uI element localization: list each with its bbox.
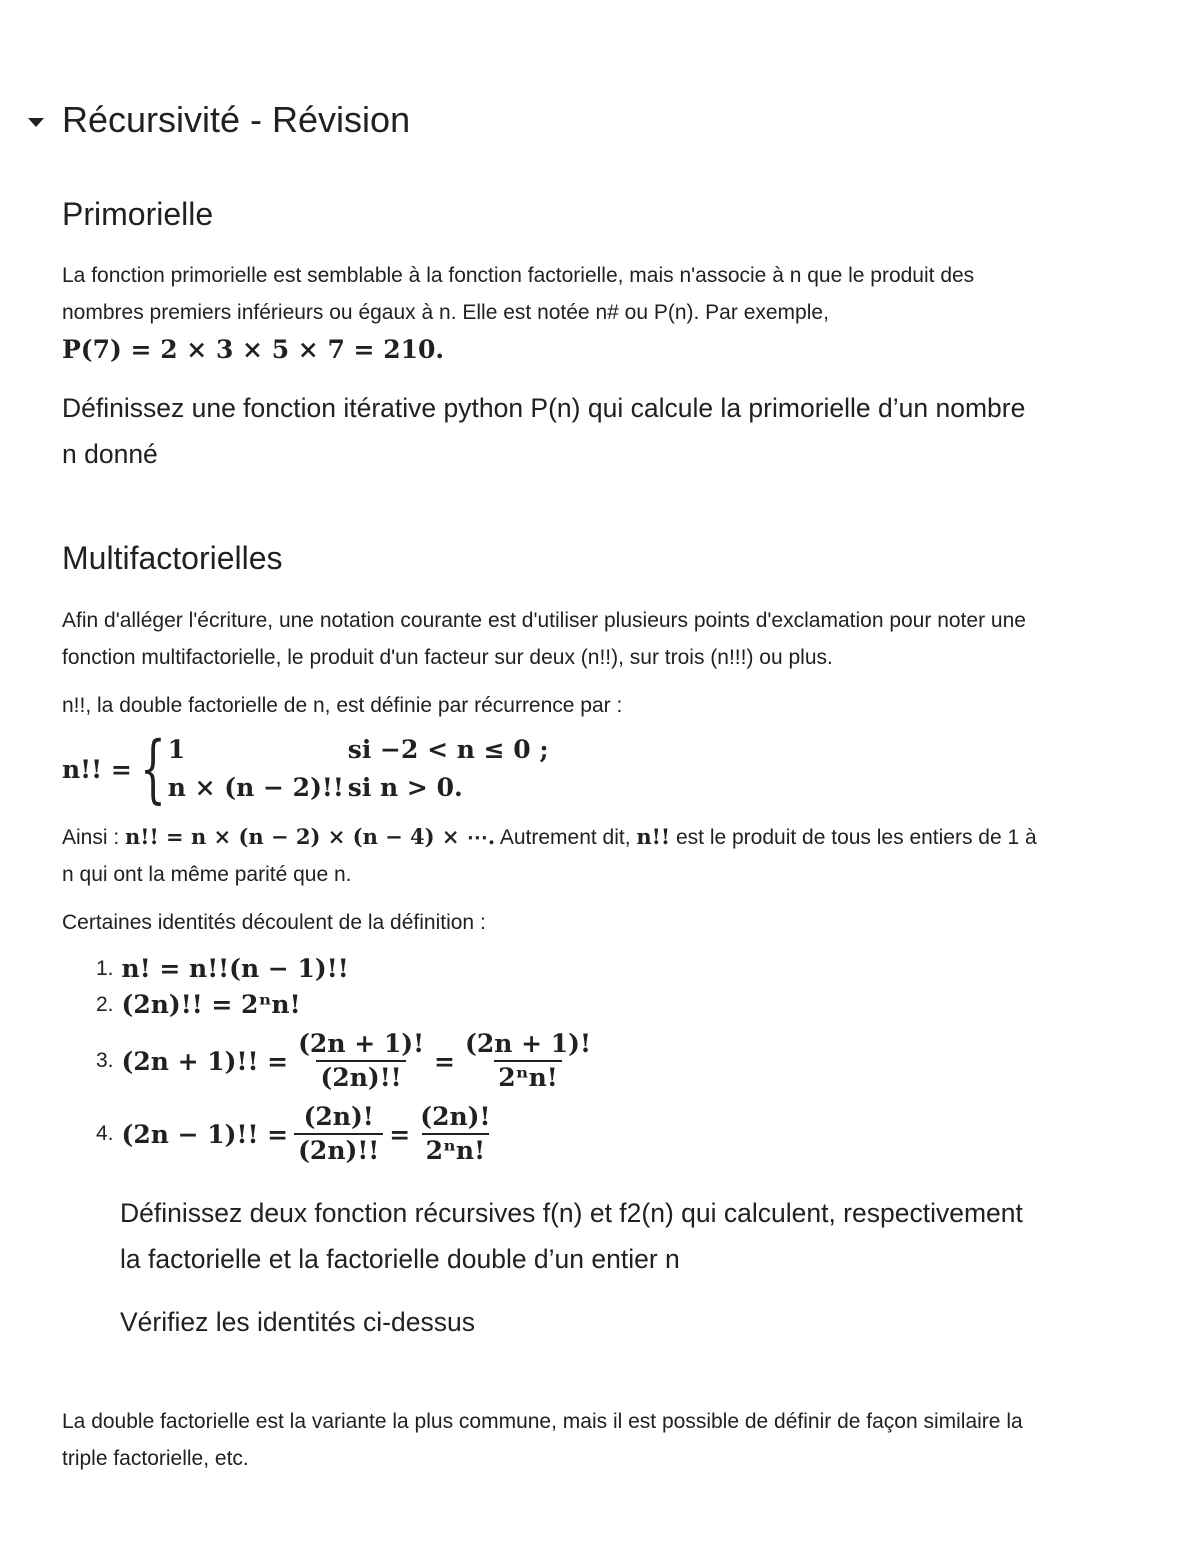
denominator: 2ⁿn! xyxy=(494,1060,562,1094)
primorielle-example: P(7) = 2 × 3 × 5 × 7 = 210. xyxy=(62,335,445,364)
heading-primorielle: Primorielle xyxy=(62,196,214,232)
denominator: (2n)!! xyxy=(294,1133,383,1167)
identity-formula: (2n)!! = 2ⁿn! xyxy=(121,990,301,1019)
equals-sign: = xyxy=(434,1046,455,1076)
heading-multifactorielles: Multifactorielles xyxy=(62,540,283,576)
case-1-condition: si −2 < n ≤ 0 ; xyxy=(347,735,549,764)
brace-symbol: { xyxy=(139,726,166,812)
identity-2 xyxy=(96,990,301,1019)
ainsi-formula: n!! = n × (n − 2) × (n − 4) × ⋯. xyxy=(125,824,496,849)
autrement-formula: n!! xyxy=(636,824,671,849)
cases-lhs: n!! = xyxy=(62,754,132,784)
fraction xyxy=(416,1101,494,1167)
cases-grid xyxy=(168,732,549,806)
list-number: 4. xyxy=(96,1122,114,1145)
denominator: (2n)!! xyxy=(316,1060,405,1094)
question-recursive-1: Définissez deux fonction récursives f(n) et f2(n) qui calculent, respectivement xyxy=(120,1198,1023,1228)
page-title: Récursivité - Révision xyxy=(62,99,411,141)
closing-text-1: La double factorielle est la variante la plus commune, mais il est possible de définir de façon similaire la xyxy=(62,1410,1023,1433)
numerator: (2n + 1)! xyxy=(465,1029,591,1058)
identity-formula: n! = n!!(n − 1)!! xyxy=(121,954,349,983)
closing-text-2: triple factorielle, etc. xyxy=(62,1447,249,1470)
multi-text-1: Afin d'alléger l'écriture, une notation courante est d'utiliser plusieurs points d'exclamation pour noter une xyxy=(62,609,1026,632)
list-number: 1. xyxy=(96,956,114,980)
primorielle-text-2: nombres premiers inférieurs ou égaux à n. Elle est notée n# ou P(n). Par exemple, xyxy=(62,301,829,324)
list-number: 3. xyxy=(96,1049,114,1072)
definition-intro: n!!, la double factorielle de n, est définie par récurrence par : xyxy=(62,694,623,717)
list-number: 2. xyxy=(96,992,114,1016)
identity-lhs: (2n + 1)!! = xyxy=(121,1046,289,1076)
identity-3 xyxy=(96,1028,601,1094)
identity-4 xyxy=(96,1101,500,1167)
multi-text-2: fonction multifactorielle, le produit d'un facteur sur deux (n!!), sur trois (n!!!) ou plus. xyxy=(62,646,833,669)
question-recursive-2: la factorielle et la factorielle double d’un entier n xyxy=(120,1244,680,1274)
primorielle-text-1: La fonction primorielle est semblable à la fonction factorielle, mais n'associe à n que le produit des xyxy=(62,264,975,287)
identity-lhs: (2n − 1)!! = xyxy=(121,1119,289,1149)
ainsi-line xyxy=(62,818,1162,856)
question-primorielle-2: n donné xyxy=(62,439,158,469)
denominator: 2ⁿn! xyxy=(422,1133,490,1167)
equals-sign: = xyxy=(389,1119,411,1149)
numerator: (2n)! xyxy=(420,1102,491,1131)
caret-down-icon[interactable] xyxy=(28,118,44,127)
autrement-rest: est le produit de tous les entiers de 1 à xyxy=(675,826,1037,849)
case-1-value: 1 xyxy=(167,735,186,764)
identity-1 xyxy=(96,954,349,983)
double-factorial-definition xyxy=(62,726,549,812)
ainsi-prefix: Ainsi : xyxy=(62,826,120,849)
identities-intro: Certaines identités découlent de la définition : xyxy=(62,911,486,934)
fraction xyxy=(461,1028,595,1094)
numerator: (2n)! xyxy=(303,1102,374,1131)
question-verify: Vérifiez les identités ci-dessus xyxy=(120,1307,475,1337)
section-toggle[interactable] xyxy=(28,74,410,166)
autrement-text: Autrement dit, xyxy=(499,826,631,849)
numerator: (2n + 1)! xyxy=(298,1029,425,1058)
question-primorielle-1: Définissez une fonction itérative python P(n) qui calcule la primorielle d’un nombre xyxy=(62,393,1026,423)
parite-line: n qui ont la même parité que n. xyxy=(62,863,352,886)
fraction xyxy=(294,1101,383,1167)
case-2-condition: si n > 0. xyxy=(347,773,463,802)
fraction xyxy=(294,1028,428,1094)
case-2-value: n × (n − 2)!! xyxy=(167,773,344,802)
